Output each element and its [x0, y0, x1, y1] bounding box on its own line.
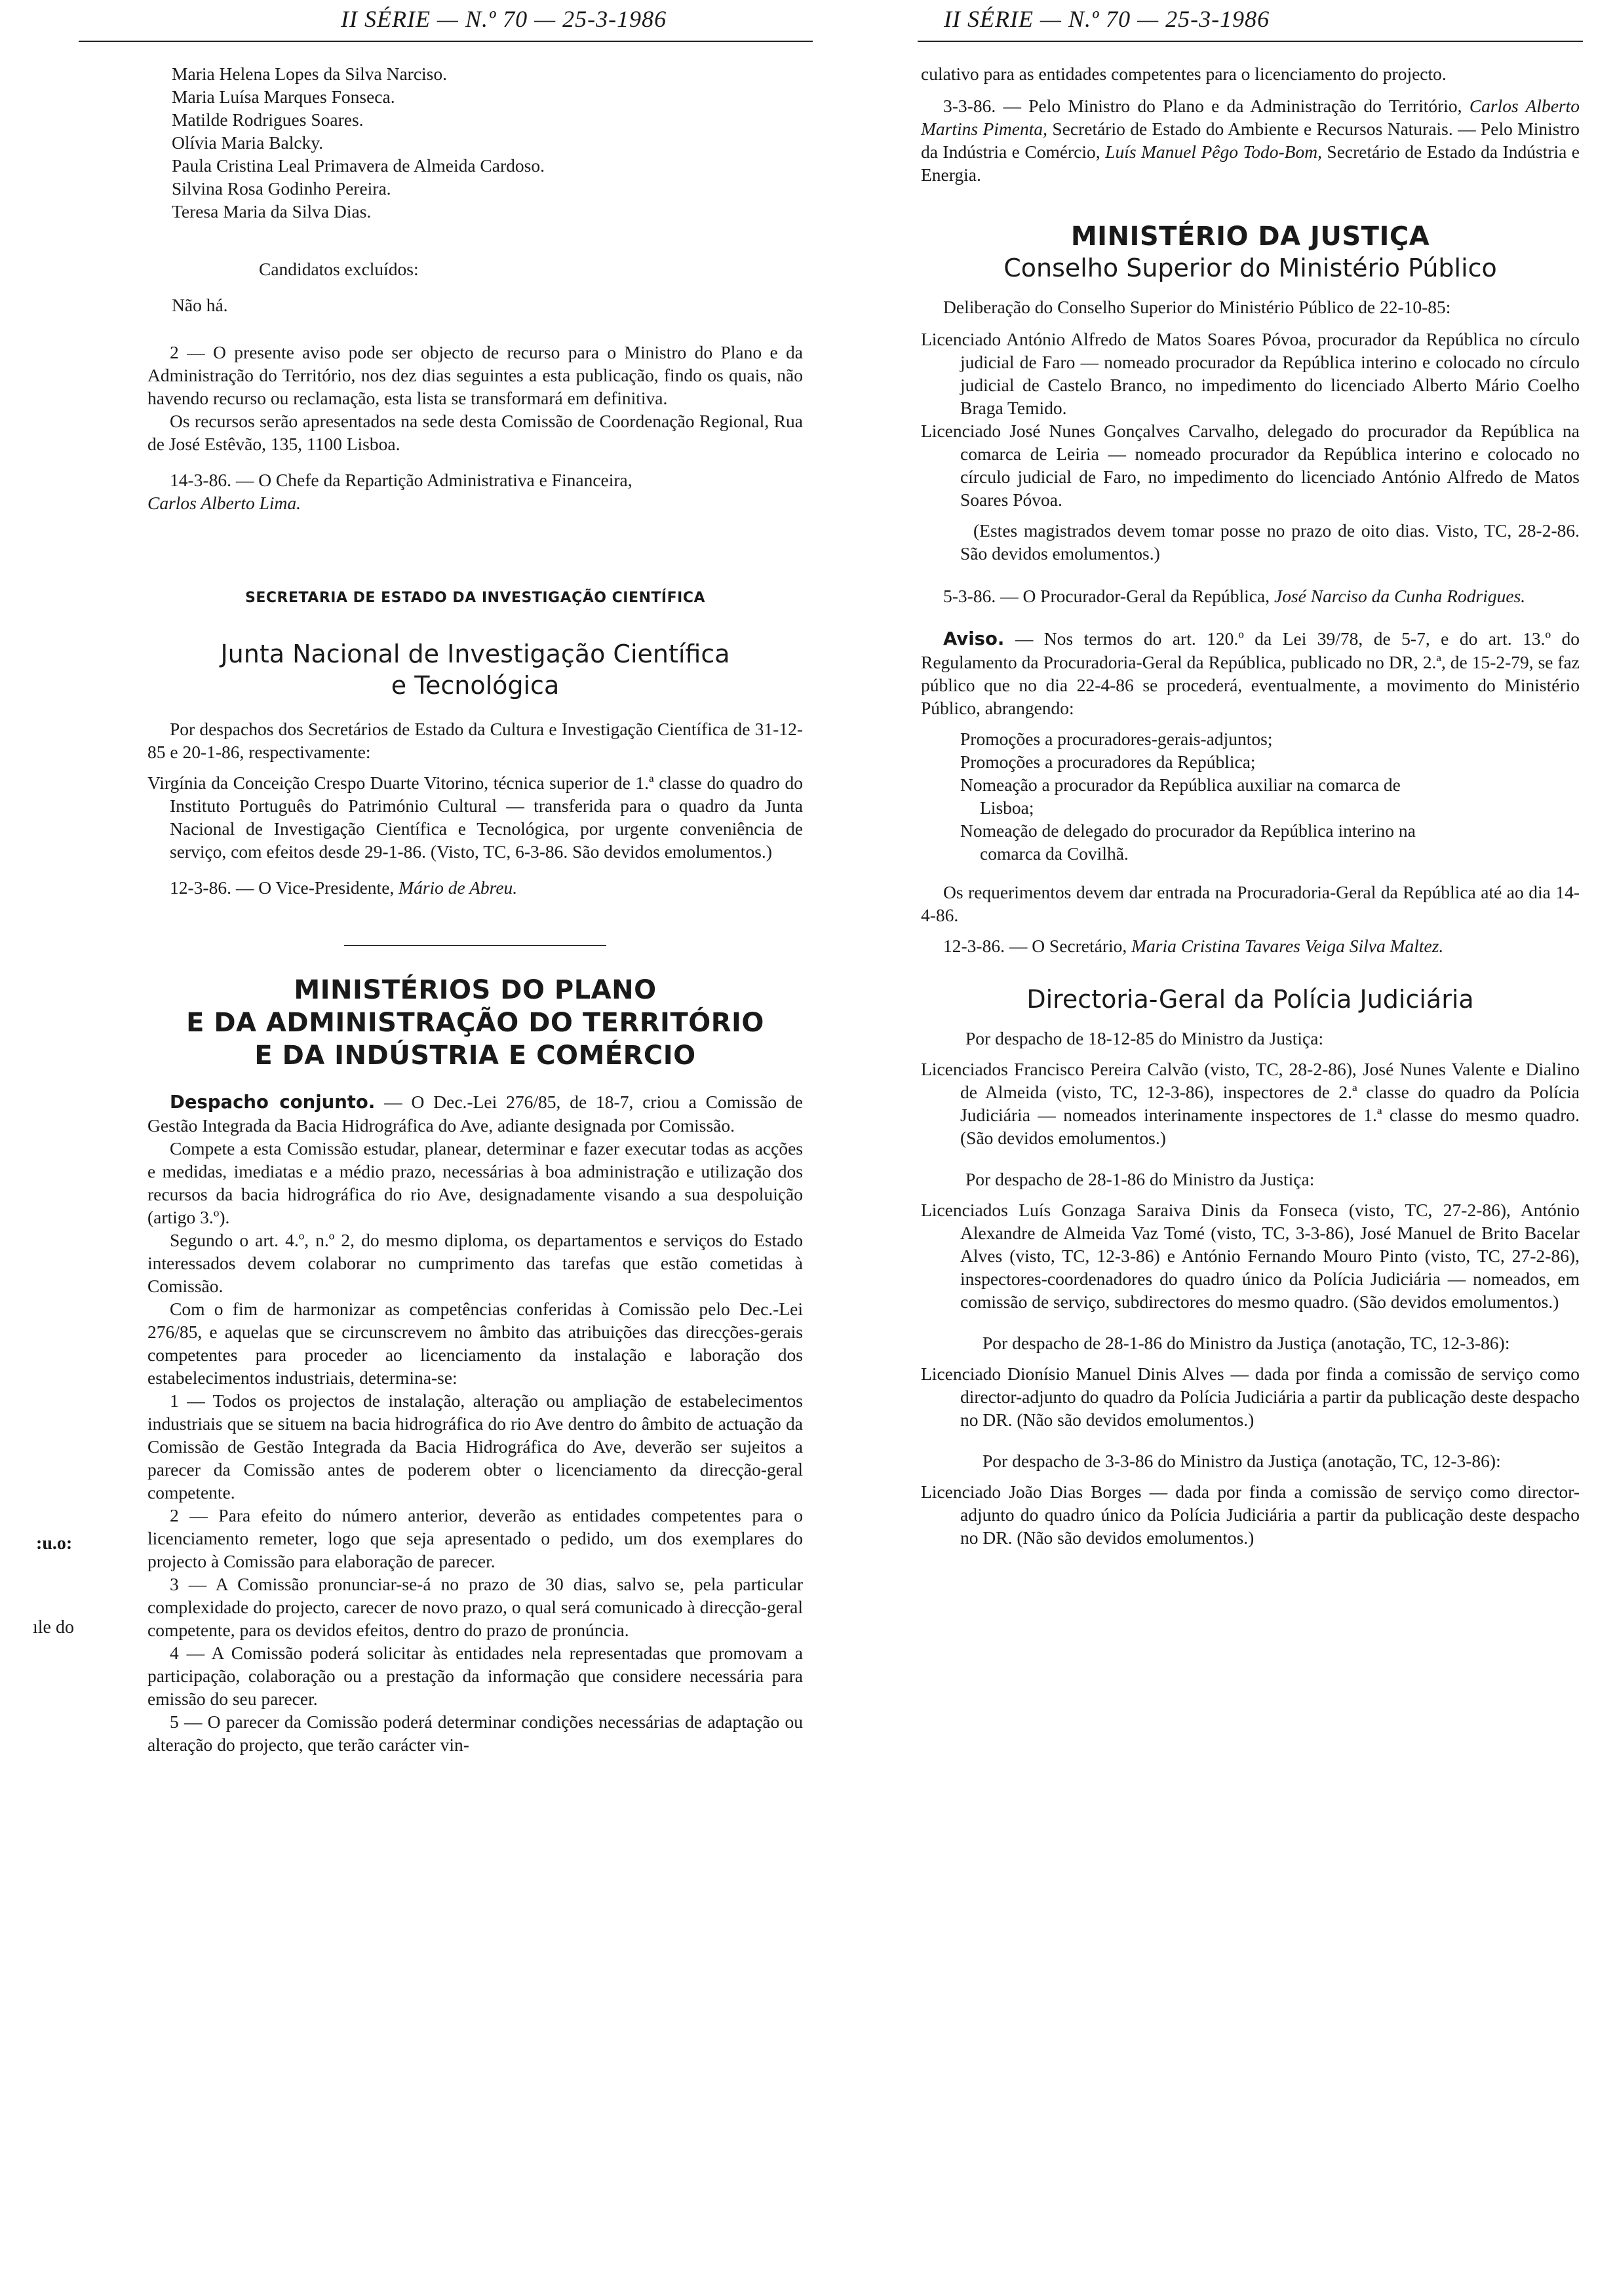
list-item: Olívia Maria Balcky. — [172, 132, 324, 153]
margin-fragment-2: ıle do — [33, 1617, 74, 1637]
list-item: Nomeação a procurador da República auxiliar na comarca de — [960, 775, 1401, 795]
paragraph: Os requerimentos devem dar entrada na Procuradoria-Geral da República até ao dia 14-4-86. — [921, 882, 1580, 925]
list-item: Maria Luísa Marques Fonseca. — [172, 86, 395, 107]
paragraph: Licenciado Dionísio Manuel Dinis Alves — dada por finda a comissão de serviço como director-adjunto do quadro da Polícia Judiciária a partir da publicação deste despacho no DR. (Não são devidos emolumentos.) — [921, 1364, 1580, 1430]
paragraph: Licenciado José Nunes Gonçalves Carvalho, delegado do procurador da República na comarca de Leiria — nomeado procurador da República interino e colocado no círculo judicial de Faro, no impedimento do licenciado António Alfredo de Matos Soares Póvoa. — [921, 421, 1580, 510]
paragraph: (Estes magistrados devem tomar posse no prazo de oito dias. Visto, TC, 28-2-86. São devidos emolumentos.) — [960, 520, 1580, 564]
paragraph: Por despacho de 18-12-85 do Ministro da Justiça: — [965, 1028, 1324, 1048]
paragraph: Licenciado João Dias Borges — dada por finda a comissão de serviço como director-adjunto do quadro único da Polícia Judiciária a partir da publicação deste despacho no DR. (Não são devidos emolumentos.) — [921, 1482, 1580, 1548]
paragraph: Por despacho de 3-3-86 do Ministro da Justiça (anotação, TC, 12-3-86): — [983, 1451, 1501, 1471]
list-item: Teresa Maria da Silva Dias. — [172, 201, 372, 221]
paragraph: Os recursos serão apresentados na sede desta Comissão de Coordenação Regional, Rua de José Estêvão, 135, 1100 Lisboa. — [147, 411, 803, 454]
paragraph: Deliberação do Conselho Superior do Ministério Público de 22-10-85: — [943, 297, 1451, 317]
list-item: Paula Cristina Leal Primavera de Almeida Cardoso. — [172, 155, 545, 176]
paragraph: 4 — A Comissão poderá solicitar às entidades nela representadas que promovam a participação, colaboração ou a prestação da informação que considere necessária para emissão do seu parecer. — [147, 1643, 803, 1709]
header-rule-left — [79, 41, 813, 42]
left-column — [172, 62, 801, 223]
paragraph: Por despachos dos Secretários de Estado da Cultura e Investigação Científica de 31-12-85 e 20-1-86, respectivamente: — [147, 719, 803, 762]
paragraph: Licenciado António Alfredo de Matos Soares Póvoa, procurador da República no círculo judicial de Faro — nomeado procurador da República interino e colocado no círculo judicial de Castelo Branco, no impedimento do licenciado Alberto Mário Coelho Braga Temido. — [921, 329, 1580, 418]
left-column-body — [147, 341, 803, 1756]
paragraph: Aviso. — Nos termos do art. 120.º da Lei 39/78, de 5-7, e do art. 13.º do Regulamento da Procuradoria-Geral da República, publicado no DR, 2.ª, de 15-2-79, se faz público que no dia 22-4-86 se procederá, eventualmente, a movimento do Ministério Público, abrangendo: — [921, 628, 1580, 718]
signature-name: Carlos Alberto Lima. — [147, 493, 302, 513]
subsection-title: Directoria-Geral da Polícia Judiciária — [1026, 985, 1474, 1014]
list-item: Matilde Rodrigues Soares. — [172, 109, 364, 130]
paragraph: Com o fim de harmonizar as competências conferidas à Comissão pelo Dec.-Lei 276/85, e aquelas que se circunscrevem no âmbito das atribuições das direcções-gerais competentes para proceder ao licenciamento da instalação e laboração dos estabelecimentos industriais, determina-se: — [147, 1299, 803, 1388]
subsection-title-line2: e Tecnológica — [391, 671, 560, 700]
paragraph: culativo para as entidades competentes para o licenciamento do projecto. — [921, 64, 1447, 84]
paragraph: Compete a esta Comissão estudar, planear, determinar e fazer executar todas as acções e medidas, imediatas e a médio prazo, necessárias à boa administração e utilização dos recursos da bacia hidrográfica do rio Ave, designadamente visando a sua despoluição (artigo 3.º). — [147, 1138, 803, 1227]
list-item: Nomeação de delegado do procurador da República interino na — [960, 820, 1416, 841]
ministry-title-line1: MINISTÉRIOS DO PLANO — [294, 975, 657, 1005]
subsection-title-line1: Junta Nacional de Investigação Científica — [220, 640, 730, 668]
paragraph: Despacho conjunto. — O Dec.-Lei 276/85, de 18-7, criou a Comissão de Gestão Integrada da Bacia Hidrográfica do Ave, adiante designada por Comissão. — [147, 1092, 803, 1136]
list-item: Lisboa; — [980, 797, 1034, 818]
excluded-none: Não há. — [172, 295, 228, 315]
paragraph: 5 — O parecer da Comissão poderá determinar condições necessárias de adaptação ou alteração do projecto, que terão carácter vin- — [147, 1712, 803, 1755]
paragraph: Virgínia da Conceição Crespo Duarte Vitorino, técnica superior de 1.ª classe do quadro do Instituto Português do Património Cultural — transferida para o quadro da Junta Nacional de Investigação Científica e Tecnológica, por urgente conveniência de serviço, com efeitos desde 29-1-86. (Visto, TC, 6-3-86. São devidos emolumentos.) — [147, 773, 803, 862]
list-item: Promoções a procuradores da República; — [960, 752, 1256, 772]
aviso-list — [921, 727, 1580, 865]
ministry-title-line2: E DA ADMINISTRAÇÃO DO TERRITÓRIO — [186, 1008, 764, 1038]
subsection-title: Conselho Superior do Ministério Público — [1003, 254, 1497, 282]
list-item: comarca da Covilhã. — [980, 843, 1129, 864]
admitted-names-list — [172, 62, 801, 223]
paragraph: Licenciados Francisco Pereira Calvão (visto, TC, 28-2-86), José Nunes Valente e Dialino de Almeida (visto, TC, 12-3-86), inspectores de 2.ª classe do quadro da Polícia Judiciária — nomeados interinamente inspectores de 1.ª classe do mesmo quadro. (São devidos emolumentos.) — [921, 1059, 1580, 1148]
signature-line: 5-3-86. — O Procurador-Geral da República, José Narciso da Cunha Rodrigues. — [943, 586, 1526, 606]
list-item: Maria Helena Lopes da Silva Narciso. — [172, 64, 447, 84]
excluded-heading: Candidatos excluídos: — [259, 259, 419, 279]
signature-paragraph: 3-3-86. — Pelo Ministro do Plano e da Administração do Território, Carlos Alberto Martins Pimenta, Secretário de Estado do Ambiente e Recursos Naturais. — Pelo Ministro da Indústria e Comércio, Luís Manuel Pêgo Todo-Bom, Secretário de Estado da Indústria e Energia. — [921, 96, 1580, 185]
paragraph: Por despacho de 28-1-86 do Ministro da Justiça: — [965, 1169, 1315, 1189]
list-item: Promoções a procuradores-gerais-adjuntos; — [960, 729, 1273, 749]
section-divider — [344, 945, 606, 946]
paragraph: Segundo o art. 4.º, n.º 2, do mesmo diploma, os departamentos e serviços do Estado interessados devem colaborar no cumprimento das tarefas que estão cometidas à Comissão. — [147, 1230, 803, 1296]
paragraph: 3 — A Comissão pronunciar-se-á no prazo de 30 dias, salvo se, pela particular complexidade do projecto, carecer de novo prazo, o qual será comunicado à direcção-geral competente, para os devidos efeitos, dentro do prazo de pronúncia. — [147, 1574, 803, 1640]
paragraph: 2 — O presente aviso pode ser objecto de recurso para o Ministro do Plano e da Administração do Território, nos dez dias seguintes a esta publicação, findo os quais, não havendo recurso ou reclamação, esta lista se transformará em definitiva. — [147, 342, 803, 408]
signature-line: 12-3-86. — O Vice-Presidente, Mário de Abreu. — [170, 877, 518, 898]
margin-fragment-1: :u.o: — [36, 1533, 73, 1554]
signature-line: 12-3-86. — O Secretário, Maria Cristina Tavares Veiga Silva Maltez. — [943, 936, 1444, 956]
list-item: Silvina Rosa Godinho Pereira. — [172, 178, 391, 199]
right-column — [921, 62, 1580, 1549]
ministry-title: MINISTÉRIO DA JUSTIÇA — [1070, 221, 1430, 252]
paragraph: 1 — Todos os projectos de instalação, alteração ou ampliação de estabelecimentos industriais que se situem na bacia hidrográfica do rio Ave dentro do âmbito de actuação da Comissão de Gestão Integrada da Bacia Hidrográfica do Ave, deverão ser sujeitos a parecer da Comissão antes de poderem obter o licenciamento da direcção-geral competente. — [147, 1390, 803, 1502]
paragraph: 2 — Para efeito do número anterior, deverão as entidades competentes para o licenciamento remeter, logo que seja apresentado o pedido, um dos exemplares do projecto à Comissão para elaboração de parecer. — [147, 1505, 803, 1571]
ministry-title-line3: E DA INDÚSTRIA E COMÉRCIO — [254, 1041, 696, 1071]
paragraph: Por despacho de 28-1-86 do Ministro da Justiça (anotação, TC, 12-3-86): — [983, 1333, 1510, 1353]
page-header-left: II SÉRIE — N.º 70 — 25-3-1986 — [341, 6, 667, 32]
section-title: SECRETARIA DE ESTADO DA INVESTIGAÇÃO CIENTÍFICA — [245, 590, 705, 606]
paragraph: Licenciados Luís Gonzaga Saraiva Dinis da Fonseca (visto, TC, 27-2-86), António Alexandre de Almeida Vaz Tomé (visto, TC, 3-3-86), José Manuel de Brito Bacelar Alves (visto, TC, 12-3-86) e António Fernando Mouro Pinto (visto, TC, 27-2-86), inspectores-coordenadores do quadro único da Polícia Judiciária — nomeados, em comissão de serviço, subdirectores do mesmo quadro. (São devidos emolumentos.) — [921, 1200, 1580, 1312]
header-rule-right — [918, 41, 1583, 42]
page-header-right: II SÉRIE — N.º 70 — 25-3-1986 — [944, 6, 1270, 32]
signature-line: 14-3-86. — O Chefe da Repartição Administrativa e Financeira, — [170, 470, 632, 490]
